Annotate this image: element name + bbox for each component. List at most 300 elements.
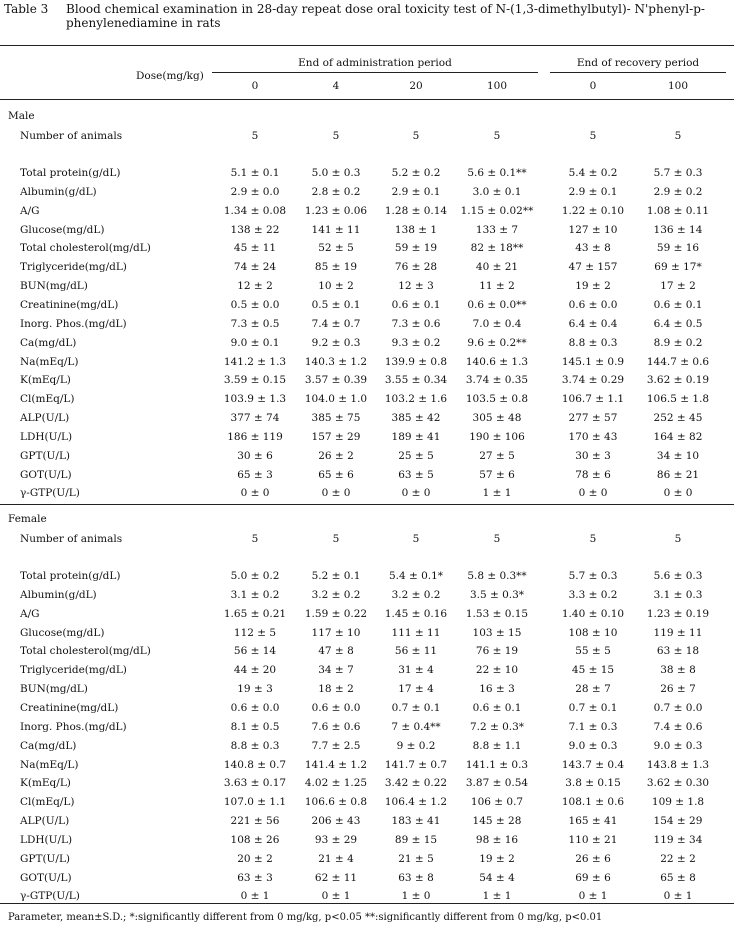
value-cell: 52 ± 5 (318, 242, 354, 255)
value-cell: 8.8 ± 0.3 (230, 739, 280, 752)
value-cell: 69 ± 6 (575, 871, 611, 884)
parameter-label: ALP(U/L) (20, 412, 70, 425)
value-cell: 34 ± 7 (318, 664, 354, 677)
value-cell: 56 ± 11 (394, 645, 438, 658)
value-cell: 3.74 ± 0.35 (465, 374, 529, 387)
value-cell: 119 ± 34 (653, 833, 703, 846)
value-cell: 93 ± 29 (314, 833, 358, 846)
value-cell: 38 ± 8 (660, 664, 696, 677)
value-cell: 7.6 ± 0.6 (311, 720, 361, 733)
value-cell: 0.6 ± 0.0 (568, 298, 618, 311)
parameter-label: GPT(U/L) (20, 852, 71, 865)
value-cell: 5.0 ± 0.2 (230, 570, 280, 582)
value-cell: 108.1 ± 0.6 (561, 796, 625, 809)
value-cell: 138 ± 1 (394, 223, 438, 236)
table-row (0, 299, 734, 316)
value-cell: 2.8 ± 0.2 (311, 185, 361, 198)
value-cell: 144.7 ± 0.6 (646, 355, 710, 368)
table-row (0, 872, 734, 889)
value-cell: 3.1 ± 0.3 (653, 588, 703, 601)
parameter-label: Creatinine(mg/dL) (20, 298, 119, 311)
dose-col-recovery-100: 100 (667, 80, 689, 92)
value-cell: 63 ± 3 (237, 871, 273, 884)
value-cell: 3.59 ± 0.15 (223, 374, 287, 387)
parameter-label: Creatinine(mg/dL) (20, 701, 119, 714)
top-rule (0, 45, 734, 46)
value-cell: 8.8 ± 0.3 (568, 336, 618, 349)
table-row (0, 740, 734, 757)
value-cell: 45 ± 15 (571, 664, 615, 677)
value-cell: 3.57 ± 0.39 (304, 374, 368, 387)
header-bottom-rule (0, 99, 734, 100)
value-cell: 5 (251, 533, 259, 545)
value-cell: 206 ± 43 (311, 815, 361, 828)
value-cell: 56 ± 14 (233, 645, 277, 658)
value-cell: 9.0 ± 0.1 (230, 336, 280, 349)
value-cell: 9.0 ± 0.3 (653, 739, 703, 752)
value-cell: 21 ± 5 (398, 852, 434, 865)
value-cell: 63 ± 8 (398, 871, 434, 884)
table-row (0, 431, 734, 448)
parameter-label: γ-GTP(U/L) (20, 890, 80, 903)
value-cell: 98 ± 16 (475, 833, 519, 846)
recovery-period-underline (550, 72, 726, 73)
value-cell: 5.8 ± 0.3** (467, 570, 527, 582)
value-cell: 5.7 ± 0.3 (653, 167, 703, 179)
value-cell: 30 ± 6 (237, 449, 273, 462)
parameter-label: Glucose(mg/dL) (20, 223, 105, 236)
male-section-title: Male (8, 110, 35, 122)
parameter-label: BUN(mg/dL) (20, 683, 88, 696)
table-row (0, 589, 734, 606)
value-cell: 164 ± 82 (653, 430, 703, 443)
value-cell: 62 ± 11 (314, 871, 358, 884)
value-cell: 0 ± 1 (578, 890, 608, 903)
value-cell: 0.6 ± 0.0 (311, 701, 361, 714)
value-cell: 108 ± 26 (230, 833, 280, 846)
parameter-label: Number of animals (20, 533, 123, 545)
table-row (0, 645, 734, 662)
value-cell: 63 ± 5 (398, 468, 434, 481)
value-cell: 190 ± 106 (469, 430, 525, 443)
table-row (0, 683, 734, 700)
table-row (0, 570, 734, 587)
value-cell: 59 ± 16 (656, 242, 700, 255)
value-cell: 145.1 ± 0.9 (561, 355, 625, 368)
table-row (0, 261, 734, 278)
parameter-label: Inorg. Phos.(mg/dL) (20, 720, 127, 733)
value-cell: 170 ± 43 (568, 430, 618, 443)
value-cell: 143.8 ± 1.3 (646, 758, 710, 771)
value-cell: 8.8 ± 1.1 (472, 739, 522, 752)
value-cell: 2.9 ± 0.2 (653, 185, 703, 198)
value-cell: 3.1 ± 0.2 (230, 588, 280, 601)
value-cell: 3.62 ± 0.30 (646, 777, 710, 790)
value-cell: 0.7 ± 0.1 (568, 701, 618, 714)
value-cell: 1 ± 1 (482, 890, 512, 903)
parameter-label: GOT(U/L) (20, 468, 72, 481)
value-cell: 22 ± 10 (475, 664, 519, 677)
value-cell: 106.4 ± 1.2 (384, 796, 448, 809)
value-cell: 54 ± 4 (479, 871, 515, 884)
parameter-label: Inorg. Phos.(mg/dL) (20, 317, 127, 330)
value-cell: 1.08 ± 0.11 (646, 204, 710, 217)
parameter-label: K(mEq/L) (20, 374, 71, 387)
value-cell: 138 ± 22 (230, 223, 280, 236)
table-row (0, 280, 734, 297)
value-cell: 5 (589, 533, 597, 545)
value-cell: 127 ± 10 (568, 223, 618, 236)
value-cell: 0 ± 1 (240, 890, 270, 903)
value-cell: 0 ± 0 (240, 487, 270, 500)
value-cell: 9 ± 0.2 (396, 739, 436, 752)
value-cell: 277 ± 57 (568, 412, 618, 425)
value-cell: 18 ± 2 (318, 683, 354, 696)
value-cell: 74 ± 24 (233, 261, 277, 274)
value-cell: 28 ± 7 (575, 683, 611, 696)
value-cell: 5 (674, 130, 682, 142)
parameter-label: LDH(U/L) (20, 833, 73, 846)
value-cell: 157 ± 29 (311, 430, 361, 443)
value-cell: 65 ± 8 (660, 871, 696, 884)
number-of-animals-row (0, 533, 734, 550)
table-row (0, 777, 734, 794)
value-cell: 30 ± 3 (575, 449, 611, 462)
recovery-period-header: End of recovery period (576, 57, 700, 69)
value-cell: 82 ± 18** (470, 242, 524, 255)
value-cell: 19 ± 3 (237, 683, 273, 696)
value-cell: 5.4 ± 0.2 (568, 167, 618, 179)
dose-col-0: 0 (251, 80, 259, 92)
value-cell: 9.0 ± 0.3 (568, 739, 618, 752)
value-cell: 63 ± 18 (656, 645, 700, 658)
value-cell: 19 ± 2 (575, 280, 611, 293)
value-cell: 19 ± 2 (479, 852, 515, 865)
admin-period-header: End of administration period (298, 57, 452, 69)
parameter-label: Triglyceride(mg/dL) (20, 261, 127, 274)
value-cell: 3.42 ± 0.22 (384, 777, 448, 790)
parameter-label: Total protein(g/dL) (20, 167, 121, 179)
table-row (0, 487, 734, 504)
table-row (0, 167, 734, 184)
value-cell: 117 ± 10 (311, 626, 361, 639)
parameter-label: γ-GTP(U/L) (20, 487, 80, 500)
value-cell: 44 ± 20 (233, 664, 277, 677)
parameter-label: Albumin(g/dL) (20, 185, 97, 198)
table-title: Blood chemical examination in 28-day repeat dose oral toxicity test of N-(1,3-dimethylbutyl)- N'phenyl-p-phenylenediamine in rats (66, 2, 705, 30)
parameter-label: Cl(mEq/L) (20, 393, 75, 406)
value-cell: 5.2 ± 0.1 (311, 570, 361, 582)
value-cell: 252 ± 45 (653, 412, 703, 425)
parameter-label: Total protein(g/dL) (20, 570, 121, 582)
value-cell: 0.6 ± 0.1 (472, 701, 522, 714)
value-cell: 1.23 ± 0.06 (304, 204, 368, 217)
table-row (0, 664, 734, 681)
value-cell: 0.6 ± 0.0 (230, 701, 280, 714)
value-cell: 12 ± 2 (237, 280, 273, 293)
value-cell: 8.9 ± 0.2 (653, 336, 703, 349)
table-row (0, 374, 734, 391)
value-cell: 4.02 ± 1.25 (304, 777, 368, 790)
value-cell: 20 ± 2 (237, 852, 273, 865)
table-row (0, 608, 734, 625)
value-cell: 106.6 ± 0.8 (304, 796, 368, 809)
table-row (0, 337, 734, 354)
value-cell: 5 (493, 533, 501, 545)
value-cell: 27 ± 5 (479, 449, 515, 462)
value-cell: 385 ± 42 (391, 412, 441, 425)
value-cell: 141 ± 11 (311, 223, 361, 236)
parameter-label: K(mEq/L) (20, 777, 71, 790)
value-cell: 140.3 ± 1.2 (304, 355, 368, 368)
value-cell: 1.15 ± 0.02** (460, 204, 534, 217)
value-cell: 5 (589, 130, 597, 142)
value-cell: 0 ± 1 (663, 890, 693, 903)
parameter-label: Total cholesterol(mg/dL) (20, 645, 151, 658)
value-cell: 103.2 ± 1.6 (384, 393, 448, 406)
table-row (0, 815, 734, 832)
table-row (0, 450, 734, 467)
value-cell: 189 ± 41 (391, 430, 441, 443)
table-row (0, 393, 734, 410)
value-cell: 143.7 ± 0.4 (561, 758, 625, 771)
table-row (0, 356, 734, 373)
value-cell: 3.63 ± 0.17 (223, 777, 287, 790)
value-cell: 3.8 ± 0.15 (565, 777, 621, 790)
value-cell: 45 ± 11 (233, 242, 277, 255)
value-cell: 22 ± 2 (660, 852, 696, 865)
value-cell: 7.3 ± 0.6 (391, 317, 441, 330)
value-cell: 47 ± 157 (568, 261, 618, 274)
parameter-label: GPT(U/L) (20, 449, 71, 462)
value-cell: 0.6 ± 0.0** (467, 298, 527, 311)
parameter-label: ALP(U/L) (20, 815, 70, 828)
value-cell: 5 (412, 533, 420, 545)
value-cell: 140.8 ± 0.7 (223, 758, 287, 771)
value-cell: 119 ± 11 (653, 626, 703, 639)
table-row (0, 721, 734, 738)
value-cell: 183 ± 41 (391, 815, 441, 828)
value-cell: 89 ± 15 (394, 833, 438, 846)
value-cell: 103.5 ± 0.8 (465, 393, 529, 406)
value-cell: 141.4 ± 1.2 (304, 758, 368, 771)
value-cell: 106.7 ± 1.1 (561, 393, 625, 406)
value-cell: 7.0 ± 0.4 (472, 317, 522, 330)
value-cell: 3.55 ± 0.34 (384, 374, 448, 387)
parameter-label: BUN(mg/dL) (20, 280, 88, 293)
value-cell: 31 ± 4 (398, 664, 434, 677)
value-cell: 1.53 ± 0.15 (465, 607, 529, 620)
value-cell: 0.6 ± 0.1 (391, 298, 441, 311)
table-row (0, 796, 734, 813)
value-cell: 7.7 ± 2.5 (311, 739, 361, 752)
value-cell: 21 ± 4 (318, 852, 354, 865)
value-cell: 1.22 ± 0.10 (561, 204, 625, 217)
value-cell: 1 ± 1 (482, 487, 512, 500)
dose-col-4: 4 (332, 80, 340, 92)
value-cell: 3.62 ± 0.19 (646, 374, 710, 387)
value-cell: 0 ± 0 (321, 487, 351, 500)
parameter-label: GOT(U/L) (20, 871, 72, 884)
parameter-label: A/G (20, 204, 40, 217)
dose-col-recovery-0: 0 (589, 80, 597, 92)
value-cell: 6.4 ± 0.4 (568, 317, 618, 330)
bottom-rule (0, 903, 734, 904)
value-cell: 9.6 ± 0.2** (467, 336, 527, 349)
parameter-label: Cl(mEq/L) (20, 796, 75, 809)
value-cell: 0 ± 0 (578, 487, 608, 500)
value-cell: 106 ± 0.7 (470, 796, 524, 809)
value-cell: 26 ± 7 (660, 683, 696, 696)
parameter-label: Glucose(mg/dL) (20, 626, 105, 639)
table-row (0, 186, 734, 203)
value-cell: 3.2 ± 0.2 (311, 588, 361, 601)
value-cell: 7.1 ± 0.3 (568, 720, 618, 733)
value-cell: 1.34 ± 0.08 (223, 204, 287, 217)
value-cell: 0.5 ± 0.1 (311, 298, 361, 311)
value-cell: 40 ± 21 (475, 261, 519, 274)
value-cell: 1.65 ± 0.21 (223, 607, 287, 620)
table-row (0, 853, 734, 870)
value-cell: 0.5 ± 0.0 (230, 298, 280, 311)
table-row (0, 205, 734, 222)
value-cell: 1.59 ± 0.22 (304, 607, 368, 620)
value-cell: 5.6 ± 0.3 (653, 570, 703, 582)
parameter-label: Triglyceride(mg/dL) (20, 664, 127, 677)
value-cell: 5 (493, 130, 501, 142)
value-cell: 141.7 ± 0.7 (384, 758, 448, 771)
value-cell: 0 ± 0 (663, 487, 693, 500)
admin-period-underline (212, 72, 538, 73)
value-cell: 3.74 ± 0.29 (561, 374, 625, 387)
value-cell: 78 ± 6 (575, 468, 611, 481)
parameter-label: Total cholesterol(mg/dL) (20, 242, 151, 255)
value-cell: 5 (332, 130, 340, 142)
value-cell: 1 ± 0 (401, 890, 431, 903)
dose-col-20: 20 (409, 80, 423, 92)
value-cell: 5 (332, 533, 340, 545)
value-cell: 55 ± 5 (575, 645, 611, 658)
table-row (0, 412, 734, 429)
value-cell: 7.2 ± 0.3* (469, 720, 525, 733)
value-cell: 7.4 ± 0.7 (311, 317, 361, 330)
parameter-label: Number of animals (20, 130, 123, 142)
table-label: Table 3 (4, 2, 49, 16)
value-cell: 3.3 ± 0.2 (568, 588, 618, 601)
value-cell: 85 ± 19 (314, 261, 358, 274)
value-cell: 5 (674, 533, 682, 545)
value-cell: 2.9 ± 0.0 (230, 185, 280, 198)
number-of-animals-row (0, 130, 734, 147)
value-cell: 108 ± 10 (568, 626, 618, 639)
value-cell: 104.0 ± 1.0 (304, 393, 368, 406)
value-cell: 7.4 ± 0.6 (653, 720, 703, 733)
value-cell: 34 ± 10 (656, 449, 700, 462)
value-cell: 5.0 ± 0.3 (311, 167, 361, 179)
value-cell: 136 ± 14 (653, 223, 703, 236)
value-cell: 2.9 ± 0.1 (391, 185, 441, 198)
value-cell: 26 ± 2 (318, 449, 354, 462)
value-cell: 8.1 ± 0.5 (230, 720, 280, 733)
value-cell: 141.1 ± 0.3 (465, 758, 529, 771)
table-row (0, 627, 734, 644)
dose-col-100: 100 (486, 80, 508, 92)
value-cell: 17 ± 4 (398, 683, 434, 696)
table-row (0, 759, 734, 776)
value-cell: 11 ± 2 (479, 280, 515, 293)
value-cell: 7 ± 0.4** (391, 720, 441, 733)
value-cell: 3.5 ± 0.3* (469, 588, 525, 601)
value-cell: 12 ± 3 (398, 280, 434, 293)
table-row (0, 469, 734, 486)
value-cell: 0.7 ± 0.1 (391, 701, 441, 714)
value-cell: 109 ± 1.8 (651, 796, 705, 809)
value-cell: 7.3 ± 0.5 (230, 317, 280, 330)
value-cell: 65 ± 6 (318, 468, 354, 481)
value-cell: 0.6 ± 0.1 (653, 298, 703, 311)
value-cell: 5.1 ± 0.1 (230, 167, 280, 179)
value-cell: 76 ± 19 (475, 645, 519, 658)
value-cell: 0.7 ± 0.0 (653, 701, 703, 714)
section-divider-rule (0, 504, 734, 505)
value-cell: 141.2 ± 1.3 (223, 355, 287, 368)
value-cell: 10 ± 2 (318, 280, 354, 293)
value-cell: 6.4 ± 0.5 (653, 317, 703, 330)
value-cell: 5.4 ± 0.1* (388, 570, 444, 582)
table-row (0, 702, 734, 719)
footnote: Parameter, mean±S.D.; *:significantly different from 0 mg/kg, p<0.05 **:significantly different from 0 mg/kg, p<0.01 (8, 912, 603, 923)
value-cell: 305 ± 48 (472, 412, 522, 425)
parameter-label: A/G (20, 607, 40, 620)
value-cell: 5.2 ± 0.2 (391, 167, 441, 179)
value-cell: 76 ± 28 (394, 261, 438, 274)
value-cell: 3.2 ± 0.2 (391, 588, 441, 601)
value-cell: 5 (412, 130, 420, 142)
value-cell: 65 ± 3 (237, 468, 273, 481)
parameter-label: Na(mEq/L) (20, 758, 79, 771)
value-cell: 107.0 ± 1.1 (223, 796, 287, 809)
value-cell: 43 ± 8 (575, 242, 611, 255)
value-cell: 110 ± 21 (568, 833, 618, 846)
value-cell: 86 ± 21 (656, 468, 700, 481)
value-cell: 1.45 ± 0.16 (384, 607, 448, 620)
value-cell: 0 ± 1 (321, 890, 351, 903)
value-cell: 25 ± 5 (398, 449, 434, 462)
table-row (0, 224, 734, 241)
value-cell: 103 ± 15 (472, 626, 522, 639)
table-row (0, 834, 734, 851)
value-cell: 221 ± 56 (230, 815, 280, 828)
value-cell: 5.7 ± 0.3 (568, 570, 618, 582)
value-cell: 3.87 ± 0.54 (465, 777, 529, 790)
value-cell: 385 ± 75 (311, 412, 361, 425)
value-cell: 69 ± 17* (654, 261, 702, 274)
value-cell: 5.6 ± 0.1** (467, 167, 527, 179)
parameter-label: Na(mEq/L) (20, 355, 79, 368)
value-cell: 2.9 ± 0.1 (568, 185, 618, 198)
value-cell: 9.3 ± 0.2 (391, 336, 441, 349)
table-row (0, 318, 734, 335)
table-row (0, 242, 734, 259)
value-cell: 140.6 ± 1.3 (465, 355, 529, 368)
value-cell: 103.9 ± 1.3 (223, 393, 287, 406)
value-cell: 59 ± 19 (394, 242, 438, 255)
value-cell: 17 ± 2 (660, 280, 696, 293)
value-cell: 57 ± 6 (479, 468, 515, 481)
value-cell: 139.9 ± 0.8 (384, 355, 448, 368)
female-section-title: Female (8, 513, 47, 525)
parameter-label: Albumin(g/dL) (20, 588, 97, 601)
